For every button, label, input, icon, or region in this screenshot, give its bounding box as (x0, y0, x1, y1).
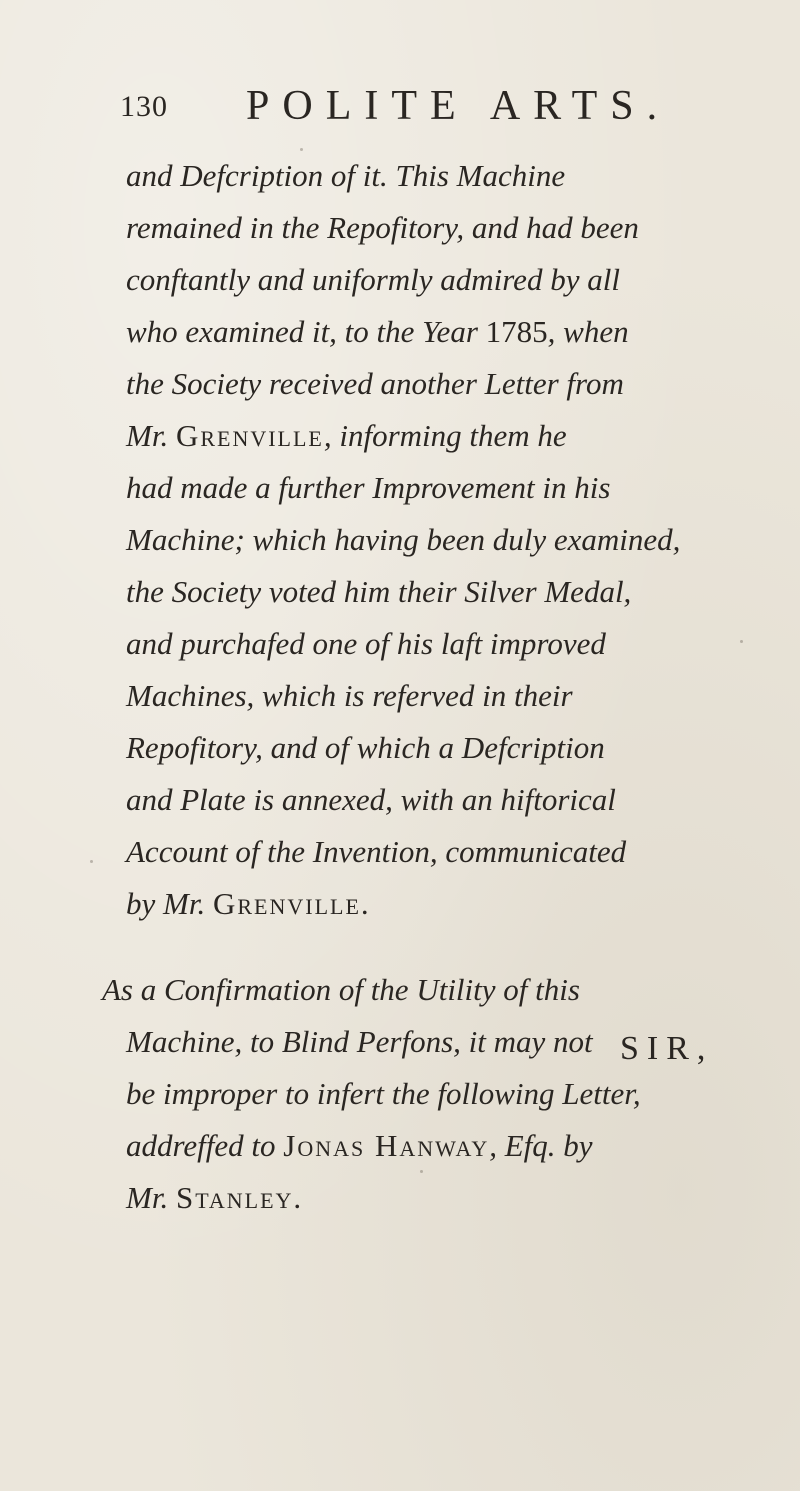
text-line (126, 878, 726, 930)
text-line: be improper to infert the following Letter, (126, 1076, 641, 1111)
text-span: who examined it, to the Year (126, 314, 486, 349)
text-line: and Plate is annexed, with an hiftorical (126, 782, 616, 817)
text-line: and Defcription of it. This Machine (126, 158, 566, 193)
text-line: As a Confirmation of the Utility of this (102, 972, 580, 1007)
paper-speck (740, 640, 743, 643)
letter-salutation: SIR, (620, 1030, 714, 1067)
text-line: Account of the Invention, communicated (126, 834, 627, 869)
text-line: had made a further Improvement in his (126, 470, 611, 505)
text-line: Repofitory, and of which a Defcription (126, 730, 605, 765)
text-line: and purchafed one of his laft improved (126, 626, 606, 661)
text-span: , Efq. by (489, 1128, 593, 1163)
paragraph-gap (126, 930, 726, 964)
paragraph-1 (126, 150, 726, 930)
text-span: Mr. (126, 418, 176, 453)
person-name: Grenville (175, 418, 324, 453)
text-line: the Society voted him their Silver Medal, (126, 574, 632, 609)
text-span: addreffed to (126, 1128, 284, 1163)
paragraph-2 (102, 964, 726, 1224)
year: 1785 (485, 314, 548, 349)
paper-speck (90, 860, 93, 863)
text-span: Mr. (126, 1180, 176, 1215)
text-span: , when (547, 314, 629, 349)
person-name: Stanley. (175, 1180, 304, 1215)
text-line (126, 1120, 726, 1172)
page-header (120, 82, 680, 132)
text-line (126, 410, 726, 462)
text-line (126, 306, 726, 358)
person-name: Grenville. (212, 886, 371, 921)
text-span: , informing them he (323, 418, 567, 453)
text-line: Machine, to Blind Perfons, it may not (126, 1024, 593, 1059)
paper-speck (420, 1170, 423, 1173)
text-line: Machines, which is referved in their (126, 678, 573, 713)
text-line: Machine; which having been duly examined, (126, 522, 681, 557)
text-line: conftantly and uniformly admired by all (126, 262, 620, 297)
person-name: Jonas Hanway (283, 1128, 490, 1163)
text-line: the Society received another Letter from (126, 366, 624, 401)
page-number: 130 (120, 90, 168, 123)
paper-speck (300, 148, 303, 151)
text-line: remained in the Repofitory, and had been (126, 210, 639, 245)
text-span: by Mr. (126, 886, 213, 921)
running-head: POLITE ARTS. (246, 83, 671, 129)
text-line (126, 1172, 726, 1224)
